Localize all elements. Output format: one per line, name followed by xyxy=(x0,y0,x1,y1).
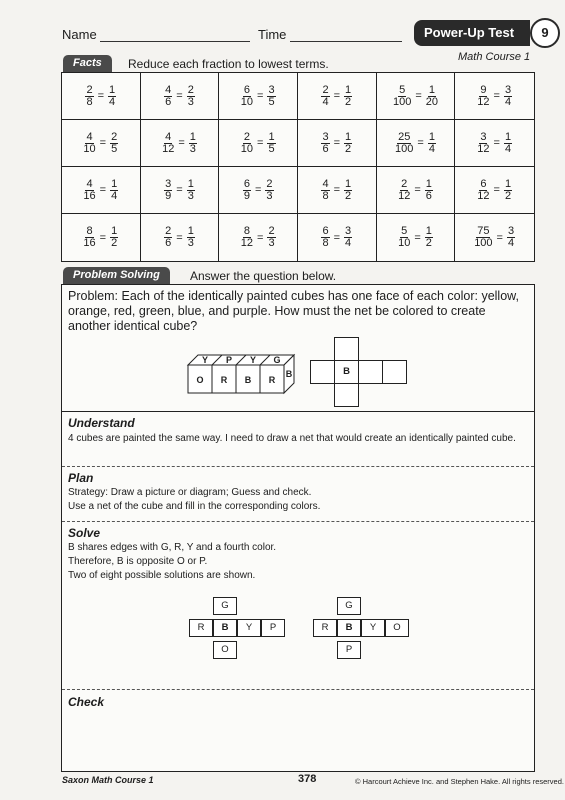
denominator: 2 xyxy=(345,95,352,108)
fraction-given xyxy=(164,85,172,108)
numerator: 1 xyxy=(428,130,435,143)
net2-row-3: Y xyxy=(361,619,385,637)
fraction-cell xyxy=(455,214,534,261)
fraction-cell xyxy=(219,167,298,214)
equals-sign: = xyxy=(333,137,341,149)
denominator: 2 xyxy=(425,237,432,249)
denominator: 16 xyxy=(83,237,96,249)
test-title: Power-Up Test xyxy=(424,25,515,40)
plan-line-1: Strategy: Draw a picture or diagram; Guess and check. xyxy=(68,487,312,498)
solve-line-3: Two of eight possible solutions are shown. xyxy=(68,570,256,581)
fraction-cell xyxy=(62,167,141,214)
numerator: 8 xyxy=(243,225,250,237)
denominator: 100 xyxy=(474,237,493,249)
denominator: 2 xyxy=(345,142,352,155)
fraction-reduced xyxy=(187,179,195,202)
understand-title: Understand xyxy=(68,416,135,430)
equals-sign: = xyxy=(257,90,264,102)
numerator: 3 xyxy=(322,130,329,143)
problem-box xyxy=(61,284,535,772)
denominator: 6 xyxy=(165,237,172,249)
plan-divider xyxy=(62,521,534,522)
blank-net-left[interactable] xyxy=(310,360,335,384)
fraction-cell xyxy=(62,73,141,120)
denominator: 2 xyxy=(111,237,118,249)
fraction-given xyxy=(164,179,172,202)
fraction-reduced xyxy=(504,179,512,202)
fraction-given xyxy=(241,132,253,155)
fraction-reduced xyxy=(425,226,433,249)
numerator: 5 xyxy=(401,225,408,237)
fraction-reduced xyxy=(187,85,195,108)
equals-sign: = xyxy=(417,137,424,149)
numerator: 3 xyxy=(504,83,512,96)
time-label: Time xyxy=(258,27,287,42)
cube-front-1: O xyxy=(196,375,204,385)
numerator: 2 xyxy=(165,225,172,237)
equals-sign: = xyxy=(99,184,107,196)
denominator: 4 xyxy=(428,142,435,155)
numerator: 2 xyxy=(243,130,250,143)
numerator: 75 xyxy=(477,225,490,237)
fraction-cell xyxy=(62,120,141,167)
equals-sign: = xyxy=(493,184,500,196)
fraction-cell xyxy=(298,120,377,167)
check-title: Check xyxy=(68,695,105,709)
fraction-reduced xyxy=(344,85,352,108)
fraction-given xyxy=(243,179,251,202)
denominator: 9 xyxy=(165,189,172,202)
numerator: 1 xyxy=(187,225,194,237)
fraction-given xyxy=(321,85,329,108)
understand-divider xyxy=(62,466,534,467)
cube-top-2: P xyxy=(225,355,233,365)
test-number: 9 xyxy=(530,18,560,48)
fraction-reduced xyxy=(187,226,195,249)
numerator: 4 xyxy=(165,130,172,143)
equals-sign: = xyxy=(415,90,422,102)
test-title-badge xyxy=(414,20,530,46)
blank-net-right[interactable] xyxy=(358,360,383,384)
denominator: 3 xyxy=(189,142,196,155)
fraction-reduced xyxy=(267,226,275,249)
fraction-given xyxy=(477,132,489,155)
numerator: 1 xyxy=(504,177,512,190)
footer-copyright: © Harcourt Achieve Inc. and Stephen Hake. All rights reserved. xyxy=(355,777,564,786)
facts-tab: Facts xyxy=(63,55,112,72)
equals-sign: = xyxy=(176,184,183,196)
fraction-given xyxy=(477,85,489,108)
numerator: 5 xyxy=(399,83,406,96)
denominator: 8 xyxy=(86,95,93,108)
fraction-reduced xyxy=(108,85,116,108)
fraction-cell xyxy=(141,120,220,167)
numerator: 1 xyxy=(109,83,116,96)
name-label: Name xyxy=(62,27,97,42)
numerator: 1 xyxy=(345,130,352,143)
net2-top: G xyxy=(337,597,361,615)
fraction-given xyxy=(162,132,174,155)
numerator: 4 xyxy=(165,83,172,96)
solve-title: Solve xyxy=(68,526,101,540)
denominator: 100 xyxy=(392,95,412,108)
understand-text: 4 cubes are painted the same way. I need to draw a net that would create an identically painted cube. xyxy=(68,433,516,444)
numerator: 1 xyxy=(425,177,432,190)
fraction-given xyxy=(85,85,93,108)
net2-bottom: P xyxy=(337,641,361,659)
plan-title: Plan xyxy=(68,471,94,485)
fraction-given xyxy=(241,226,253,249)
denominator: 12 xyxy=(398,189,411,202)
numerator: 2 xyxy=(187,83,194,96)
numerator: 3 xyxy=(165,177,172,190)
equals-sign: = xyxy=(97,90,105,102)
fraction-cell xyxy=(298,167,377,214)
denominator: 12 xyxy=(477,142,490,155)
fraction-cell xyxy=(298,73,377,120)
fraction-grid xyxy=(61,72,535,262)
denominator: 6 xyxy=(322,142,329,155)
net1-row-3: Y xyxy=(237,619,261,637)
fraction-reduced xyxy=(189,132,197,155)
numerator: 2 xyxy=(111,130,118,143)
cube-side: B xyxy=(285,369,293,379)
solve-divider xyxy=(62,689,534,690)
denominator: 2 xyxy=(345,189,352,202)
fraction-cell xyxy=(141,214,220,261)
denominator: 10 xyxy=(83,142,96,155)
course-label: Math Course 1 xyxy=(458,51,531,63)
net1-row-2: B xyxy=(213,619,237,637)
numerator: 1 xyxy=(345,83,352,96)
denominator: 2 xyxy=(504,189,512,202)
numerator: 25 xyxy=(398,130,411,143)
equals-sign: = xyxy=(414,231,421,244)
numerator: 3 xyxy=(507,225,515,237)
fraction-given xyxy=(474,226,492,249)
numerator: 1 xyxy=(111,225,118,237)
numerator: 1 xyxy=(428,83,435,96)
denominator: 3 xyxy=(187,189,194,202)
equals-sign: = xyxy=(254,184,262,196)
denominator: 3 xyxy=(187,95,194,108)
denominator: 5 xyxy=(111,142,118,155)
denominator: 12 xyxy=(477,95,490,108)
numerator: 1 xyxy=(111,177,118,190)
numerator: 6 xyxy=(480,177,487,190)
numerator: 1 xyxy=(187,177,194,190)
fraction-reduced xyxy=(110,226,118,249)
fraction-cell xyxy=(219,73,298,120)
denominator: 16 xyxy=(83,189,96,202)
equals-sign: = xyxy=(496,231,503,244)
cube-front-4: R xyxy=(268,375,276,385)
cube-top-1: Y xyxy=(201,355,209,365)
cube-stack-illustration xyxy=(180,351,306,397)
fraction-reduced xyxy=(267,132,275,155)
fraction-reduced xyxy=(110,179,118,202)
cube-top-3: Y xyxy=(249,355,257,365)
equals-sign: = xyxy=(414,184,421,196)
numerator: 1 xyxy=(504,130,512,143)
equals-sign: = xyxy=(257,137,264,149)
time-line[interactable] xyxy=(290,40,402,42)
equals-sign: = xyxy=(178,137,185,149)
fraction-given xyxy=(393,85,411,108)
denominator: 4 xyxy=(507,237,515,249)
fraction-given xyxy=(321,132,329,155)
problem-solving-tab: Problem Solving xyxy=(63,267,170,284)
equals-sign: = xyxy=(176,231,183,244)
equals-sign: = xyxy=(176,90,183,102)
solve-line-1: B shares edges with G, R, Y and a fourth color. xyxy=(68,542,277,553)
net1-bottom: O xyxy=(213,641,237,659)
denominator: 4 xyxy=(345,237,352,249)
net2-row-2: B xyxy=(337,619,361,637)
fraction-cell xyxy=(377,73,456,120)
problem-solving-instruction: Answer the question below. xyxy=(190,269,337,283)
facts-instruction: Reduce each fraction to lowest terms. xyxy=(128,57,329,71)
denominator: 6 xyxy=(425,189,432,202)
equals-sign: = xyxy=(333,90,341,102)
problem-statement: Problem: Each of the identically painted cubes has one face of each color: yellow, orange, red, green, blue, and purple. How must the net be colored to create another identical cube? xyxy=(68,289,519,333)
numerator: 3 xyxy=(345,225,352,237)
denominator: 4 xyxy=(111,189,118,202)
blank-net-center: B xyxy=(334,360,359,384)
numerator: 2 xyxy=(322,83,329,96)
fraction-reduced xyxy=(504,132,512,155)
fraction-cell xyxy=(455,167,534,214)
net1-row-1: R xyxy=(189,619,213,637)
equals-sign: = xyxy=(257,231,264,244)
fraction-given xyxy=(241,85,253,108)
numerator: 2 xyxy=(401,177,408,190)
fraction-given xyxy=(477,179,489,202)
denominator: 4 xyxy=(322,95,329,108)
net1-top: G xyxy=(213,597,237,615)
equals-sign: = xyxy=(99,231,107,244)
numerator: 2 xyxy=(266,177,273,190)
fraction-given xyxy=(83,226,95,249)
fraction-reduced xyxy=(265,179,273,202)
fraction-reduced xyxy=(267,85,275,108)
footer-page-number: 378 xyxy=(298,773,317,785)
numerator: 6 xyxy=(322,225,329,237)
numerator: 1 xyxy=(268,130,275,143)
numerator: 6 xyxy=(243,83,250,96)
denominator: 4 xyxy=(504,95,512,108)
denominator: 4 xyxy=(504,142,512,155)
fraction-reduced xyxy=(426,85,438,108)
fraction-given xyxy=(398,226,410,249)
fraction-cell xyxy=(377,214,456,261)
equals-sign: = xyxy=(493,137,500,149)
cube-front-3: B xyxy=(244,375,252,385)
denominator: 6 xyxy=(165,95,172,108)
fraction-given xyxy=(398,179,410,202)
numerator: 1 xyxy=(425,225,432,237)
fraction-reduced xyxy=(428,132,436,155)
blank-net-bottom[interactable] xyxy=(334,383,359,407)
denominator: 3 xyxy=(187,237,194,249)
plan-line-2: Use a net of the cube and fill in the corresponding colors. xyxy=(68,501,321,512)
fraction-given xyxy=(83,132,95,155)
denominator: 5 xyxy=(268,142,275,155)
fraction-reduced xyxy=(507,226,515,249)
numerator: 3 xyxy=(480,130,487,143)
denominator: 4 xyxy=(109,95,116,108)
fraction-cell xyxy=(455,120,534,167)
denominator: 10 xyxy=(240,142,253,155)
denominator: 12 xyxy=(240,237,253,249)
numerator: 9 xyxy=(480,83,487,96)
denominator: 12 xyxy=(162,142,175,155)
numerator: 2 xyxy=(268,225,275,237)
equals-sign: = xyxy=(333,184,341,196)
denominator: 10 xyxy=(240,95,253,108)
numerator: 1 xyxy=(345,177,352,190)
footer-book: Saxon Math Course 1 xyxy=(62,775,154,785)
denominator: 3 xyxy=(268,237,275,249)
fraction-given xyxy=(83,179,95,202)
numerator: 1 xyxy=(189,130,196,143)
numerator: 8 xyxy=(86,225,93,237)
denominator: 8 xyxy=(322,189,329,202)
fraction-cell xyxy=(298,214,377,261)
problem-divider xyxy=(62,411,534,412)
denominator: 5 xyxy=(268,95,275,108)
net2-row-4: O xyxy=(385,619,409,637)
fraction-given xyxy=(164,226,172,249)
fraction-cell xyxy=(141,167,220,214)
blank-net-top[interactable] xyxy=(334,337,359,361)
fraction-reduced xyxy=(425,179,433,202)
numerator: 2 xyxy=(86,83,93,96)
fraction-cell xyxy=(377,120,456,167)
equals-sign: = xyxy=(493,90,500,102)
numerator: 6 xyxy=(243,177,250,190)
numerator: 4 xyxy=(86,130,93,143)
fraction-cell xyxy=(62,214,141,261)
fraction-given xyxy=(321,179,329,202)
fraction-given xyxy=(321,226,329,249)
equals-sign: = xyxy=(333,231,341,244)
fraction-given xyxy=(395,132,413,155)
blank-net-far-right[interactable] xyxy=(382,360,407,384)
fraction-reduced xyxy=(110,132,118,155)
numerator: 4 xyxy=(86,177,93,190)
fraction-reduced xyxy=(344,132,352,155)
numerator: 4 xyxy=(322,177,329,190)
denominator: 12 xyxy=(477,189,490,202)
name-line[interactable] xyxy=(100,40,250,42)
denominator: 3 xyxy=(266,189,273,202)
denominator: 8 xyxy=(322,237,329,249)
fraction-cell xyxy=(141,73,220,120)
denominator: 9 xyxy=(243,189,250,202)
solve-line-2: Therefore, B is opposite O or P. xyxy=(68,556,208,567)
net1-row-4: P xyxy=(261,619,285,637)
denominator: 20 xyxy=(425,95,439,108)
fraction-reduced xyxy=(504,85,512,108)
fraction-cell xyxy=(377,167,456,214)
cube-top-4: G xyxy=(273,355,281,365)
fraction-reduced xyxy=(344,226,352,249)
cube-front-2: R xyxy=(220,375,228,385)
fraction-reduced xyxy=(344,179,352,202)
numerator: 3 xyxy=(268,83,275,96)
net2-row-1: R xyxy=(313,619,337,637)
denominator: 10 xyxy=(398,237,411,249)
equals-sign: = xyxy=(99,137,107,149)
denominator: 100 xyxy=(395,142,414,155)
fraction-cell xyxy=(219,120,298,167)
fraction-cell xyxy=(455,73,534,120)
fraction-cell xyxy=(219,214,298,261)
